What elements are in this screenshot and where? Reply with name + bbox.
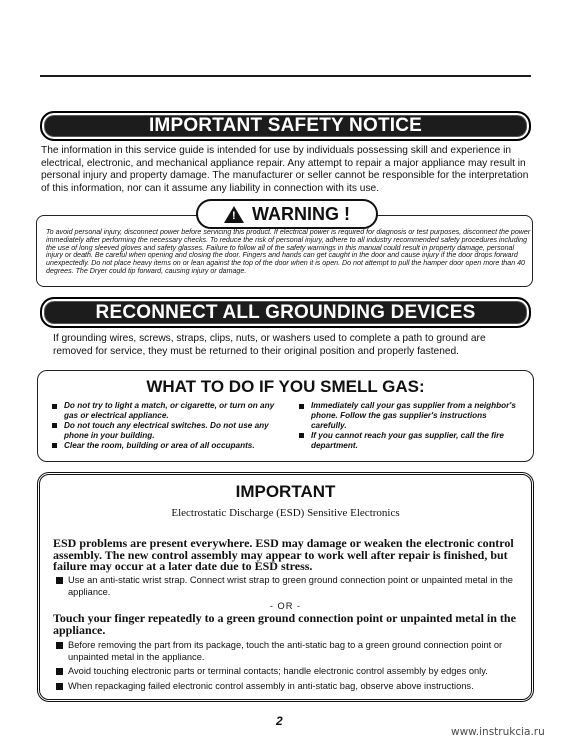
list-item: Immediately call your gas supplier from a neighbor's phone. Follow the gas supplier's instructions carefully.	[297, 401, 522, 431]
list-item: Clear the room, building or area of all occupants.	[50, 441, 275, 451]
top-rule	[40, 75, 531, 77]
page-number: 2	[276, 714, 283, 728]
safety-notice-text: The information in this service guide is intended for use by individuals possessing skill and experience in electrical, electronic, and mechanical appliance repair. Any attempt to repair a major appliance may result in personal injury and property damage. The manufacturer or seller cannot be responsible for the interpretation of this information, nor can it assume any liability in connection with its use.	[41, 145, 529, 194]
list-item: Do not try to light a match, or cigarette, or turn on any gas or electrical appliance.	[50, 401, 275, 421]
list-item: If you cannot reach your gas supplier, call the fire department.	[297, 431, 522, 451]
esd-statement: ESD problems are present everywhere. ESD may damage or weaken the electronic control assembly. The new control assembly may appear to work well after repair is finished, but failure may occur at a later date due to ESD stress.	[53, 536, 514, 573]
warning-title: WARNING !	[252, 203, 350, 224]
grounding-text: If grounding wires, screws, straps, clips, nuts, or washers used to complete a path to ground are removed for service, they must be returned to their original position and properly fastened.	[53, 333, 486, 357]
touch-statement: Touch your finger repeatedly to a green ground connection point or unpainted metal in the appliance.	[53, 611, 516, 637]
gas-list-left	[50, 401, 275, 451]
esd-item-avoid-touching: Avoid touching electronic parts or terminal contacts; handle electronic control assembly by edges only.	[56, 666, 526, 678]
safety-notice-banner: IMPORTANT SAFETY NOTICE	[40, 111, 531, 141]
grounding-banner: RECONNECT ALL GROUNDING DEVICES	[40, 297, 531, 328]
important-title: IMPORTANT	[235, 482, 336, 501]
warning-triangle-icon: !	[224, 206, 244, 223]
esd-item-package: Before removing the part from its package, touch the anti-static bag to a green ground connection point or unpainted metal in the appliance.	[56, 640, 526, 663]
esd-item-wrist-strap: Use an anti-static wrist strap. Connect wrist strap to green ground connection point or unpainted metal in the appliance.	[56, 575, 526, 598]
important-subtitle: Electrostatic Discharge (ESD) Sensitive Electronics	[171, 507, 400, 519]
watermark: www.instrukcia.ru	[451, 726, 545, 738]
esd-item-repackaging: When repackaging failed electronic control assembly in anti-static bag, observe above instructions.	[56, 681, 526, 693]
warning-text: To avoid personal injury, disconnect power before servicing this product. If electrical power is required for diagnosis or test purposes, disconnect the power immediately after performing the necessary checks. To reduce the risk of personal injury, adhere to all industry recommended safety procedures including the use of long sleeved gloves and safety glasses. Failure to follow all of the safety warnings in this manual could result in property damage, personal injury or death. Be careful when opening and closing the door. Fingers and hands can get caught in the door and cause injury if the door drops forward unexpectedly. Do not place heavy items on or lean against the top of the door when it is open. Do not attempt to pull the hamper door open more than 40 degrees. The Dryer could tip forward, causing injury or damage.	[46, 228, 531, 275]
list-item: Do not touch any electrical switches. Do not use any phone in your building.	[50, 421, 275, 441]
or-divider: - OR -	[269, 601, 302, 611]
warning-header	[196, 199, 378, 229]
gas-list-right	[297, 401, 522, 451]
gas-title: WHAT TO DO IF YOU SMELL GAS:	[146, 377, 425, 396]
